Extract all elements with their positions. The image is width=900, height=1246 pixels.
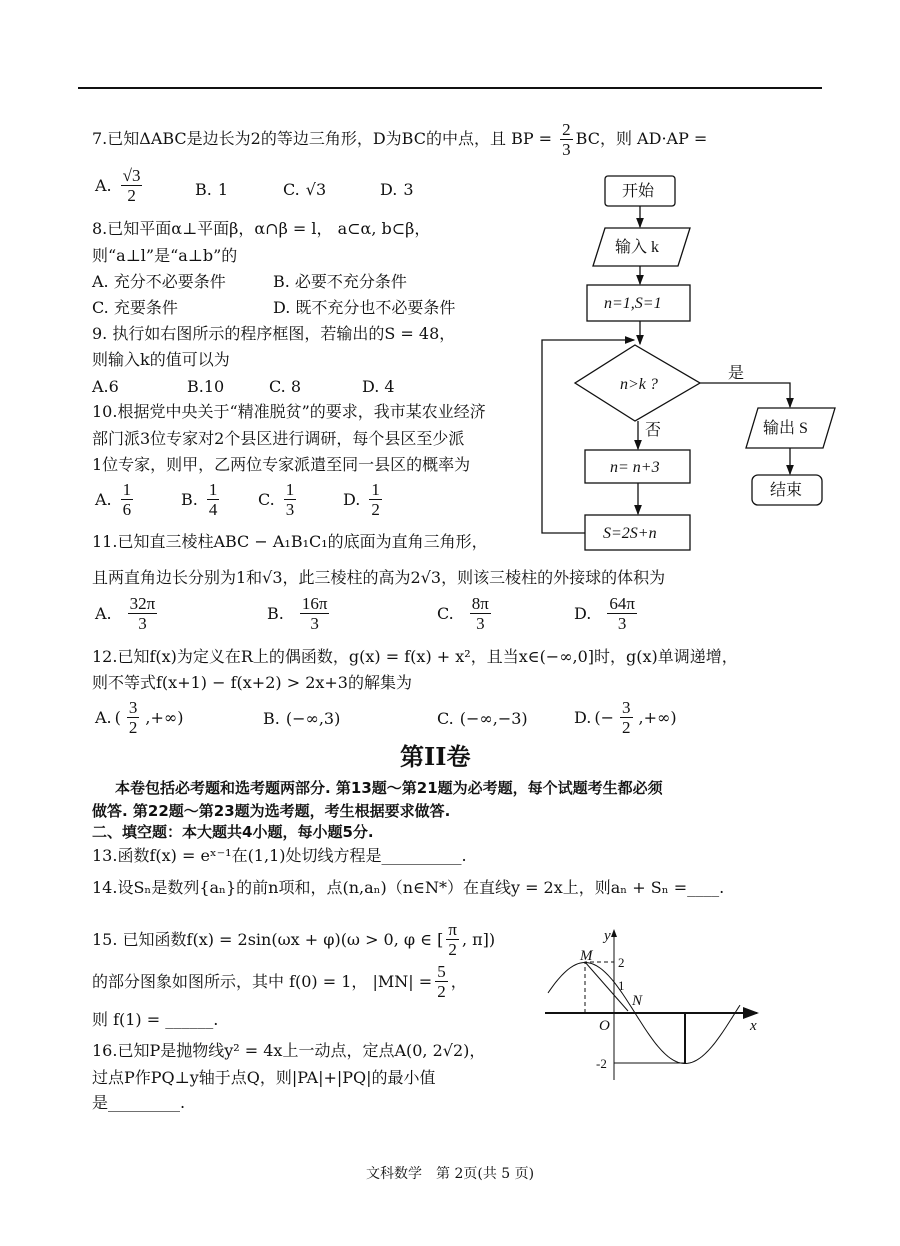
frac-num: 32π: [129, 594, 156, 613]
section-para2: 做答. 第22题～第23题为选考题，考生根据要求做答.: [92, 802, 451, 820]
option-value: (−∞,−3): [459, 709, 528, 728]
q12-line1: 12.已知f(x)为定义在R上的偶函数，g(x) = f(x) + x²，且当x∈(−∞,0]时，g(x)单调递增，: [92, 647, 738, 666]
option-post: ,+∞): [145, 708, 184, 727]
condition-label: n>k ?: [620, 376, 658, 393]
n-label: N: [632, 993, 643, 1009]
option-value: (−∞,3): [285, 709, 341, 728]
frac-num: 16π: [301, 594, 328, 613]
frac-den: 3: [310, 614, 319, 633]
q16-line1: 16.已知P是抛物线y² = 4x上一动点，定点A(0, 2√2)，: [92, 1041, 486, 1060]
step-n-label: n= n+3: [610, 459, 660, 476]
q10-line2: 部门派3位专家对2个县区进行调研，每个县区至少派: [92, 429, 465, 448]
step-s-label: S=2S+n: [603, 525, 657, 542]
frac-num: π: [448, 920, 457, 939]
yes-label: 是: [728, 365, 745, 382]
frac-den: 2: [622, 718, 631, 737]
frac-den: 2: [371, 500, 380, 519]
frac-den: 3: [476, 614, 485, 633]
q15-text: 15. 已知函数f(x) = 2sin(ωx + φ)(ω > 0, φ ∈ [: [92, 929, 444, 949]
frac-num: 1: [285, 480, 295, 499]
q8-option-a: A. 充分不必要条件: [92, 272, 226, 291]
frac-den: 6: [122, 500, 132, 519]
output-label: 输出 S: [763, 420, 808, 437]
frac-den: 3: [138, 614, 147, 633]
option-label: D.: [574, 708, 592, 727]
q9-line2: 则输入k的值可以为: [92, 350, 230, 369]
option-label: B.: [263, 709, 280, 728]
option-label: C.: [258, 490, 275, 509]
q7-text: 7.已知ΔABC是边长为2的等边三角形，D为BC的中点，且 BP =: [92, 129, 558, 148]
end-label: 结束: [770, 482, 803, 499]
q9-line1: 9. 执行如右图所示的程序框图，若输出的S = 48，: [92, 324, 456, 343]
option-pre: (: [114, 708, 121, 727]
sine-graph: [545, 928, 757, 1080]
frac-den: 2: [128, 718, 138, 737]
section-heading: 二、填空题：本大题共4小题，每小题5分.: [92, 823, 374, 841]
q16-line3: 是_________.: [92, 1093, 186, 1112]
q9-option-c: C. 8: [269, 377, 302, 396]
q10-line1: 10.根据党中央关于“精准脱贫”的要求，我市某农业经济: [92, 402, 486, 421]
q8-option-d: D. 既不充分也不必要条件: [273, 298, 456, 317]
frac-num: 8π: [471, 594, 489, 613]
q11-line2: 且两直角边长分别为1和√3，此三棱柱的高为2√3，则该三棱柱的外接球的体积为: [92, 568, 666, 587]
option-label: C.: [437, 604, 454, 623]
input-label: 输入 k: [615, 239, 660, 256]
q12-line2: 则不等式f(x+1) − f(x+2) > 2x+3的解集为: [92, 673, 412, 692]
option-label: D.: [343, 490, 361, 509]
frac-den: 4: [208, 500, 218, 519]
init-label: n=1,S=1: [604, 295, 662, 312]
yes-arrow: [700, 383, 790, 407]
q8-line1: 8.已知平面α⊥平面β，α∩β = l， a⊂α, b⊂β，: [92, 219, 431, 238]
frac-num: 3: [622, 698, 631, 717]
loop-arrow: [542, 340, 634, 533]
page-footer: 文科数学 第 2页(共 5 页): [366, 1166, 535, 1182]
option-label: C.: [283, 180, 300, 199]
frac-num: 1: [371, 480, 380, 499]
frac-den: 2: [127, 186, 136, 205]
section-para1: 本卷包括必考题和选考题两部分. 第13题～第21题为必考题，每个试题考生都必须: [115, 779, 663, 797]
option-value: 1: [217, 180, 229, 199]
frac-num: 1: [122, 480, 132, 499]
option-label: B.: [267, 604, 284, 623]
option-label: B.: [181, 490, 198, 509]
frac-num: √3: [122, 166, 141, 185]
q9-option-b: B.10: [187, 377, 225, 396]
frac-den: 2: [437, 982, 446, 1001]
frac-den: 2: [448, 940, 457, 959]
frac-num: 2: [562, 120, 571, 139]
y-axis-label: y: [604, 928, 611, 944]
q7-text2: BC，则 AD·AP =: [575, 129, 708, 148]
frac-den: 3: [562, 140, 571, 159]
q9-option-a: A.6: [92, 377, 119, 396]
option-pre: (−: [594, 708, 614, 727]
q16-line2: 过点P作PQ⊥y轴于点Q，则|PA|+|PQ|的最小值: [92, 1068, 436, 1087]
frac-num: 5: [437, 962, 446, 981]
q11-line1: 11.已知直三棱柱ABC − A₁B₁C₁的底面为直角三角形，: [92, 532, 488, 551]
start-label: 开始: [622, 183, 655, 200]
q15-text2-end: ，: [450, 971, 467, 991]
q8-option-c: C. 充要条件: [92, 298, 178, 317]
q15-text-end: , π]): [461, 929, 496, 949]
q8-line2: 则“a⊥l”是“a⊥b”的: [92, 246, 238, 265]
q9-option-d: D. 4: [362, 377, 395, 396]
question-13: 13.函数f(x) = eˣ⁻¹在(1,1)处切线方程是__________.: [92, 846, 467, 865]
option-label: D.: [380, 180, 398, 199]
origin-label: O: [599, 1018, 610, 1034]
option-label: C.: [437, 709, 454, 728]
frac-num: 1: [208, 480, 218, 499]
option-label: A.: [95, 604, 112, 623]
frac-den: 3: [617, 614, 627, 633]
m-guides: [585, 962, 614, 1013]
q15-line3: 则 f(1) = ______.: [92, 1010, 219, 1029]
tick-1: 1: [618, 978, 625, 993]
frac-num: 64π: [609, 594, 635, 613]
option-post: ,+∞): [638, 708, 677, 727]
q8-option-b: B. 必要不充分条件: [273, 272, 407, 291]
x-axis-label: x: [750, 1018, 757, 1034]
frac-den: 3: [285, 500, 295, 519]
m-label: M: [580, 948, 593, 964]
q15-text2: 的部分图象如图所示，其中 f(0) = 1， |MN| =: [92, 971, 433, 991]
option-label: B.: [195, 180, 212, 199]
tick-neg2: -2: [596, 1056, 607, 1071]
option-value: √3: [305, 180, 327, 199]
option-label: D.: [574, 604, 592, 623]
question-14: 14.设Sₙ是数列{aₙ}的前n项和，点(n,aₙ)（n∈N*）在直线y = 2x上，则aₙ + Sₙ =____.: [92, 878, 725, 897]
option-label: A.: [95, 708, 112, 727]
option-label: A.: [95, 176, 112, 195]
option-value: 3: [403, 180, 414, 199]
frac-num: 3: [128, 698, 138, 717]
option-label: A.: [95, 490, 112, 509]
q10-line3: 1位专家，则甲，乙两位专家派遣至同一县区的概率为: [92, 455, 471, 474]
tick-2: 2: [618, 955, 625, 970]
section-title: 第II卷: [400, 742, 471, 771]
no-label: 否: [645, 422, 662, 439]
